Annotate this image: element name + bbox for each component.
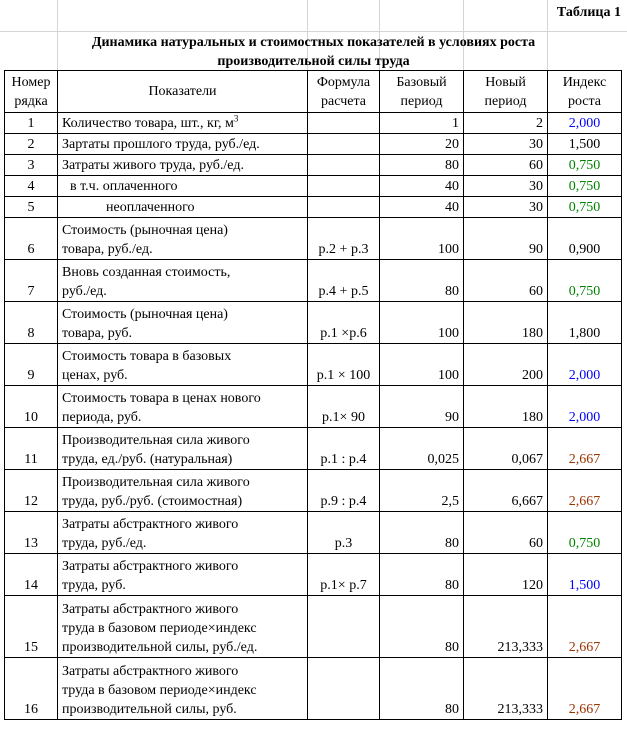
row-formula xyxy=(308,134,380,155)
table-row xyxy=(5,302,622,344)
grid-line xyxy=(0,31,627,32)
header-indicator: Показатели xyxy=(58,71,308,113)
row-formula: р.9 : р.4 xyxy=(308,470,380,512)
row-base: 2,5 xyxy=(380,470,464,512)
table-row xyxy=(5,218,622,260)
row-base: 80 xyxy=(380,658,464,720)
table-body xyxy=(5,113,622,720)
indicator-line: Стоимость товара в ценах нового xyxy=(62,391,261,406)
row-new: 60 xyxy=(464,155,548,176)
row-new: 180 xyxy=(464,386,548,428)
row-number: 12 xyxy=(5,470,58,512)
row-indicator xyxy=(58,470,308,512)
row-indicator xyxy=(58,344,308,386)
header-index: Индекс роста xyxy=(548,71,622,113)
row-indicator xyxy=(58,155,308,176)
row-formula: р.1× р.7 xyxy=(308,554,380,596)
row-number: 8 xyxy=(5,302,58,344)
row-formula xyxy=(308,155,380,176)
row-index: 1,500 xyxy=(548,134,622,155)
row-number: 15 xyxy=(5,596,58,658)
row-index: 1,500 xyxy=(548,554,622,596)
table-row xyxy=(5,658,622,720)
row-formula: р.1× 90 xyxy=(308,386,380,428)
row-base: 90 xyxy=(380,386,464,428)
row-indicator xyxy=(58,386,308,428)
table-row xyxy=(5,197,622,218)
row-index: 0,750 xyxy=(548,176,622,197)
row-index: 0,750 xyxy=(548,197,622,218)
row-new: 60 xyxy=(464,512,548,554)
row-new: 213,333 xyxy=(464,596,548,658)
indicator-line: Стоимость (рыночная цена) xyxy=(62,307,228,322)
header-base: Базовый период xyxy=(380,71,464,113)
row-number: 1 xyxy=(5,113,58,134)
row-formula: р.1 : р.4 xyxy=(308,428,380,470)
row-formula xyxy=(308,176,380,197)
indicator-line: труда, руб./руб. (стоимостная) xyxy=(62,494,243,509)
indicator-line: неоплаченного xyxy=(106,200,195,215)
row-formula xyxy=(308,658,380,720)
table-row xyxy=(5,260,622,302)
indicator-line: ценах, руб. xyxy=(62,368,128,383)
table-title xyxy=(0,33,627,71)
row-number: 14 xyxy=(5,554,58,596)
row-base: 40 xyxy=(380,197,464,218)
row-index: 2,000 xyxy=(548,386,622,428)
indicator-line: производительной силы, руб./ед. xyxy=(62,640,258,655)
row-new: 30 xyxy=(464,197,548,218)
indicator-line: периода, руб. xyxy=(62,410,142,425)
table-row xyxy=(5,428,622,470)
indicator-line: в т.ч. оплаченного xyxy=(70,179,178,194)
indicator-line: товара, руб. xyxy=(62,326,133,341)
row-index: 2,667 xyxy=(548,470,622,512)
row-index: 1,800 xyxy=(548,302,622,344)
row-base: 100 xyxy=(380,344,464,386)
row-formula: р.1 × 100 xyxy=(308,344,380,386)
row-indicator xyxy=(58,218,308,260)
table-row xyxy=(5,596,622,658)
row-indicator xyxy=(58,302,308,344)
row-new: 120 xyxy=(464,554,548,596)
row-number: 9 xyxy=(5,344,58,386)
header-row xyxy=(5,71,622,113)
indicator-line: Количество товара, шт., кг, $м^3$ xyxy=(62,113,239,131)
table-row xyxy=(5,176,622,197)
indicator-line: труда, ед./руб. (натуральная) xyxy=(62,452,233,467)
indicator-line: Стоимость (рыночная цена) xyxy=(62,223,228,238)
row-indicator xyxy=(58,512,308,554)
table-row xyxy=(5,512,622,554)
row-formula: р.2 + р.3 xyxy=(308,218,380,260)
row-number: 10 xyxy=(5,386,58,428)
row-new: 60 xyxy=(464,260,548,302)
indicator-line: труда, руб./ед. xyxy=(62,536,147,551)
indicator-line: Затраты живого труда, руб./ед. xyxy=(62,158,244,173)
table-row xyxy=(5,134,622,155)
indicator-line: труда в базовом периоде×индекс xyxy=(62,621,257,636)
row-base: 100 xyxy=(380,302,464,344)
title-line: Динамика натуральных и стоимостных показателей в условиях роста xyxy=(91,35,536,50)
row-index: 0,750 xyxy=(548,260,622,302)
row-new: 180 xyxy=(464,302,548,344)
row-new: 2 xyxy=(464,113,548,134)
row-formula xyxy=(308,197,380,218)
indicator-line: Стоимость товара в базовых xyxy=(62,349,232,364)
row-formula xyxy=(308,596,380,658)
row-indicator xyxy=(58,596,308,658)
indicator-line: Затраты абстрактного живого xyxy=(62,602,239,617)
row-indicator xyxy=(58,113,308,134)
table-row xyxy=(5,155,622,176)
row-indicator xyxy=(58,176,308,197)
row-index: 2,667 xyxy=(548,658,622,720)
row-indicator xyxy=(58,197,308,218)
table-caption: Таблица 1 xyxy=(556,5,621,20)
row-indicator xyxy=(58,658,308,720)
unit-superscript: 3 xyxy=(233,113,239,124)
indicator-line: Затраты абстрактного живого xyxy=(62,559,239,574)
row-formula: р.4 + р.5 xyxy=(308,260,380,302)
row-number: 16 xyxy=(5,658,58,720)
indicator-line: Зартаты прошлого труда, руб./ед. xyxy=(62,137,260,152)
indicator-line: производительной силы, руб. xyxy=(62,702,237,717)
row-index: 0,750 xyxy=(548,155,622,176)
row-formula: р.3 xyxy=(308,512,380,554)
indicator-line: товара, руб./ед. xyxy=(62,242,153,257)
row-new: 30 xyxy=(464,176,548,197)
header-new: Новый период xyxy=(464,71,548,113)
row-number: 6 xyxy=(5,218,58,260)
row-base: 80 xyxy=(380,554,464,596)
row-base: 80 xyxy=(380,512,464,554)
row-new: 6,667 xyxy=(464,470,548,512)
row-number: 5 xyxy=(5,197,58,218)
indicator-line: Затраты абстрактного живого xyxy=(62,517,239,532)
row-new: 0,067 xyxy=(464,428,548,470)
row-number: 13 xyxy=(5,512,58,554)
table-row xyxy=(5,113,622,134)
row-formula xyxy=(308,113,380,134)
row-base: 40 xyxy=(380,176,464,197)
row-index: 0,900 xyxy=(548,218,622,260)
row-new: 200 xyxy=(464,344,548,386)
data-table xyxy=(4,70,622,720)
row-base: 80 xyxy=(380,596,464,658)
row-base: 0,025 xyxy=(380,428,464,470)
row-index: 0,750 xyxy=(548,512,622,554)
row-base: 100 xyxy=(380,218,464,260)
row-number: 2 xyxy=(5,134,58,155)
row-number: 7 xyxy=(5,260,58,302)
indicator-line: Затраты абстрактного живого xyxy=(62,664,239,679)
indicator-line: труда, руб. xyxy=(62,578,126,593)
row-number: 11 xyxy=(5,428,58,470)
row-base: 1 xyxy=(380,113,464,134)
row-new: 30 xyxy=(464,134,548,155)
row-index: 2,667 xyxy=(548,596,622,658)
indicator-line: Производительная сила живого xyxy=(62,475,250,490)
row-indicator xyxy=(58,428,308,470)
header-formula: Формула расчета xyxy=(308,71,380,113)
row-indicator xyxy=(58,554,308,596)
indicator-line: руб./ед. xyxy=(62,284,107,299)
table-row xyxy=(5,386,622,428)
table-row xyxy=(5,554,622,596)
row-base: 20 xyxy=(380,134,464,155)
table-row xyxy=(5,470,622,512)
indicator-line: Вновь созданная стоимость, xyxy=(62,265,231,280)
indicator-line: труда в базовом периоде×индекс xyxy=(62,683,257,698)
row-formula: р.1 ×р.6 xyxy=(308,302,380,344)
row-indicator xyxy=(58,260,308,302)
title-line: производительной силы труда xyxy=(217,54,410,69)
indicator-line: Производительная сила живого xyxy=(62,433,250,448)
row-new: 213,333 xyxy=(464,658,548,720)
row-new: 90 xyxy=(464,218,548,260)
row-number: 4 xyxy=(5,176,58,197)
header-num: Номер рядка xyxy=(5,71,58,113)
row-number: 3 xyxy=(5,155,58,176)
table-row xyxy=(5,344,622,386)
row-index: 2,000 xyxy=(548,344,622,386)
row-base: 80 xyxy=(380,260,464,302)
row-index: 2,000 xyxy=(548,113,622,134)
row-index: 2,667 xyxy=(548,428,622,470)
row-indicator xyxy=(58,134,308,155)
row-base: 80 xyxy=(380,155,464,176)
